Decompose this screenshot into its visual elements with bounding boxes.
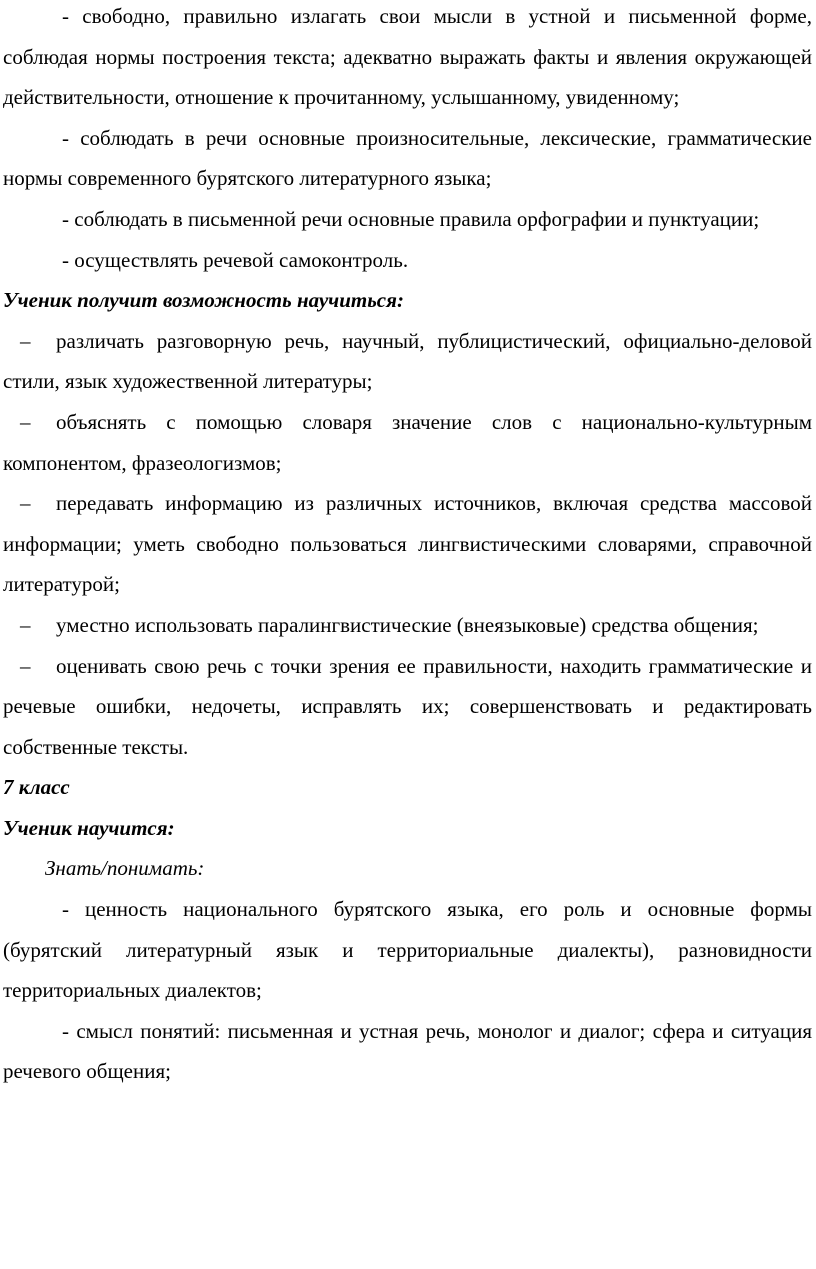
paragraph-orthography: - соблюдать в письменной речи основные правила орфографии и пунктуации; bbox=[62, 206, 760, 231]
opportunity-item-text: передавать информацию из различных источников, включая средства массовой информации; уметь свободно пользоваться лингвистическими словарями, справочной литературой; bbox=[3, 491, 812, 597]
opportunity-item-text: различать разговорную речь, научный, публицистический, официально-деловой стили, язык художественной литературы; bbox=[3, 328, 812, 394]
grade-heading: 7 класс bbox=[3, 775, 70, 800]
dash-marker: – bbox=[20, 653, 31, 678]
opportunity-item-text: уместно использовать паралингвистические (внеязыковые) средства общения; bbox=[56, 612, 759, 637]
dash-marker: – bbox=[20, 491, 31, 516]
heading-learns: Ученик научится: bbox=[3, 815, 175, 840]
know-item-language-value: - ценность национального бурятского языка, его роль и основные формы (бурятский литературный язык и территориальные диалекты), разновидности территориальных диалектов; bbox=[3, 897, 812, 1003]
paragraph-express-thoughts: - свободно, правильно излагать свои мысли в устной и письменной форме, соблюдая нормы построения текста; адекватно выражать факты и явления окружающей действительности, отношение к прочитанному, услышанному, увиденному; bbox=[3, 4, 812, 110]
know-understand-heading: Знать/понимать: bbox=[45, 856, 205, 881]
opportunity-item-text: объяснять с помощью словаря значение слов с национально-культурным компонентом, фразеологизмов; bbox=[3, 409, 812, 475]
dash-marker: – bbox=[20, 328, 31, 353]
dash-marker: – bbox=[20, 409, 31, 434]
paragraph-self-control: - осуществлять речевой самоконтроль. bbox=[62, 247, 409, 272]
heading-opportunity: Ученик получит возможность научиться: bbox=[3, 288, 404, 313]
opportunity-item bbox=[3, 483, 812, 605]
know-item-concepts: - смысл понятий: письменная и устная речь, монолог и диалог; сфера и ситуация речевого общения; bbox=[3, 1018, 812, 1084]
opportunity-item bbox=[3, 605, 812, 646]
opportunity-item-text: оценивать свою речь с точки зрения ее правильности, находить грамматические и речевые ошибки, недочеты, исправлять их; совершенствовать и редактировать собственные тексты. bbox=[3, 653, 812, 759]
opportunity-item bbox=[3, 321, 812, 402]
opportunity-item bbox=[3, 402, 812, 483]
opportunity-item bbox=[3, 646, 812, 768]
paragraph-speech-norms: - соблюдать в речи основные произносительные, лексические, грамматические нормы современного бурятского литературного языка; bbox=[3, 125, 812, 191]
dash-marker: – bbox=[20, 612, 31, 637]
